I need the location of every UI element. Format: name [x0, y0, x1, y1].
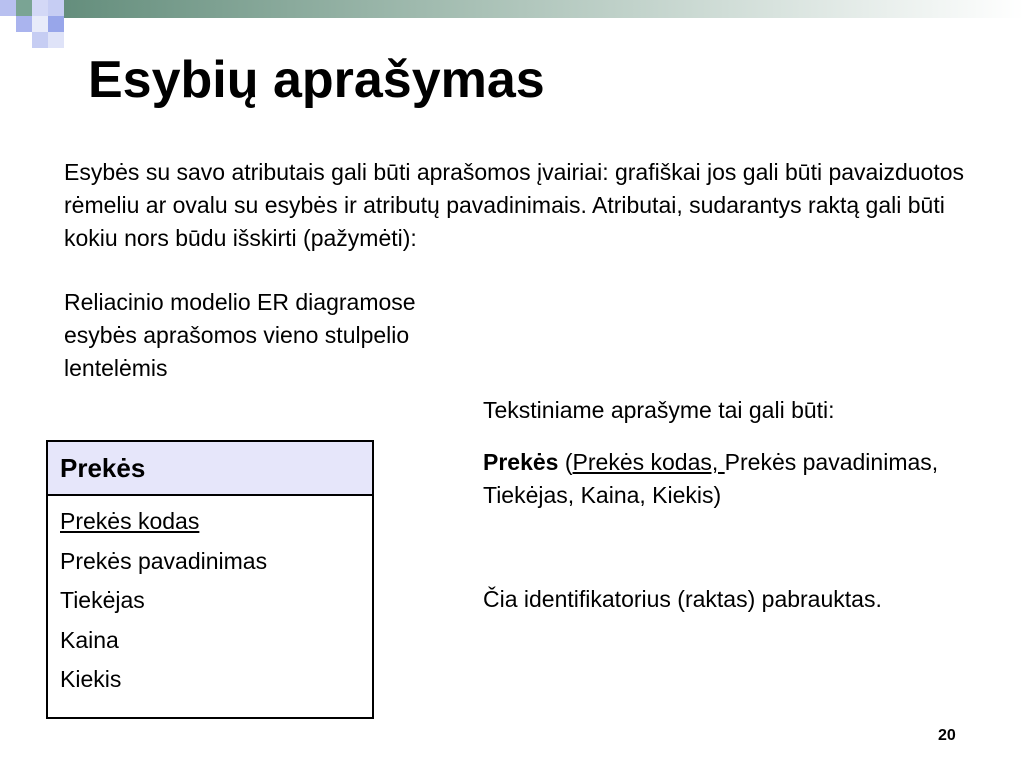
- entity-name: Prekės: [48, 442, 372, 496]
- decorative-squares: [0, 0, 80, 62]
- entity-attribute-list: [48, 496, 372, 700]
- intro-paragraph: Esybės su savo atributais gali būti aprašomos įvairiai: grafiškai jos gali būti pavaizduotos rėmeliu ar ovalu su esybės ir atributų pavadinimais. Atributai, sudarantys raktą gali būti kokiu nors būdu išskirti (pažymėti):: [64, 159, 965, 251]
- entity-attribute: Kaina: [60, 626, 119, 653]
- entity-table: [46, 440, 374, 719]
- relational-note: Reliacinio modelio ER diagramose esybės aprašomos vieno stulpelio lentelėmis: [64, 289, 416, 381]
- textual-description: [483, 446, 973, 512]
- textual-entity-name: Prekės: [483, 449, 559, 475]
- entity-attribute: Kiekis: [60, 666, 122, 692]
- entity-attribute: Tiekėjas: [60, 587, 145, 613]
- slide-title: Esybių aprašymas: [88, 51, 545, 109]
- entity-key-attribute: Prekės kodas: [60, 508, 200, 534]
- key-note: Čia identifikatorius (raktas) pabrauktas.: [483, 586, 882, 612]
- entity-attribute: Prekės pavadinimas: [60, 547, 268, 574]
- decorative-top-bar: [32, 0, 1024, 18]
- textual-description-label: Tekstiniame aprašyme tai gali būti:: [483, 397, 835, 423]
- textual-open-paren: (: [558, 449, 573, 475]
- textual-other-attributes: Prekės pavadinimas, Tiekėjas, Kaina, Kiekis): [483, 449, 939, 508]
- page-number: 20: [938, 727, 956, 744]
- textual-key-attribute: Prekės kodas,: [572, 449, 725, 475]
